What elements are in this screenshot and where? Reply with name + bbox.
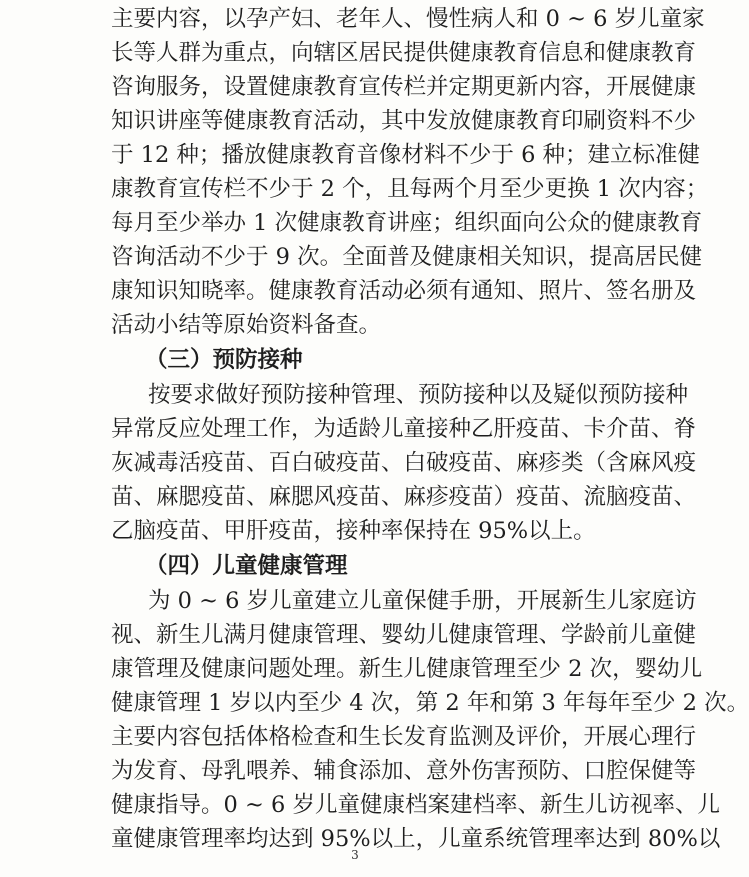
paragraph-line: 咨询服务，设置健康教育宣传栏并定期更新内容，开展健康	[111, 74, 697, 100]
paragraph-line: 健康管理 1 岁以内至少 4 次，第 2 年和第 3 年每年至少 2 次。	[111, 690, 749, 716]
paragraph-line: 主要内容，以孕产妇、老年人、慢性病人和 0 ~ 6 岁儿童家	[111, 6, 705, 32]
paragraph-line: 主要内容包括体格检查和生长发育监测及评价，开展心理行	[111, 724, 697, 750]
paragraph-line: 知识讲座等健康教育活动，其中发放健康教育印刷资料不少	[111, 108, 697, 134]
paragraph-line: 乙脑疫苗、甲肝疫苗，接种率保持在 95%以上。	[111, 518, 596, 544]
paragraph-line: 咨询活动不少于 9 次。全面普及健康相关知识，提高居民健	[111, 244, 703, 270]
paragraph-line: 异常反应处理工作，为适龄儿童接种乙肝疫苗、卡介苗、脊	[111, 416, 697, 442]
section-heading-vaccination: （三）预防接种	[145, 347, 303, 373]
section-heading-child-health: （四）儿童健康管理	[145, 553, 348, 579]
paragraph-line: 灰减毒活疫苗、百白破疫苗、白破疫苗、麻疹类（含麻风疫	[111, 450, 697, 476]
paragraph-line: 于 12 种；播放健康教育音像材料不少于 6 种；建立标准健	[111, 142, 701, 168]
paragraph-line: 为 0 ~ 6 岁儿童建立儿童保健手册，开展新生儿家庭访	[148, 588, 697, 614]
paragraph-line: 为发育、母乳喂养、辅食添加、意外伤害预防、口腔保健等	[111, 758, 697, 784]
paragraph-line: 长等人群为重点，向辖区居民提供健康教育信息和健康教育	[111, 40, 697, 66]
paragraph-line: 每月至少举办 1 次健康教育讲座；组织面向公众的健康教育	[111, 210, 703, 236]
paragraph-line: 按要求做好预防接种管理、预防接种以及疑似预防接种	[148, 382, 689, 408]
paragraph-line: 活动小结等原始资料备查。	[111, 312, 382, 338]
paragraph-line: 健康指导。0 ~ 6 岁儿童健康档案建档率、新生儿访视率、儿	[111, 792, 720, 818]
paragraph-line: 康教育宣传栏不少于 2 个，且每两个月至少更换 1 次内容；	[111, 176, 709, 202]
paragraph-line: 康知识知晓率。健康教育活动必须有通知、照片、签名册及	[111, 278, 697, 304]
page-number: 3	[351, 848, 359, 862]
paragraph-line: 苗、麻腮疫苗、麻腮风疫苗、麻疹疫苗）疫苗、流脑疫苗、	[111, 484, 697, 510]
paragraph-line: 童健康管理率均达到 95%以上，儿童系统管理率达到 80%以	[111, 826, 721, 852]
paragraph-line: 视、新生儿满月健康管理、婴幼儿健康管理、学龄前儿童健	[111, 622, 697, 648]
paragraph-line: 康管理及健康问题处理。新生儿健康管理至少 2 次，婴幼儿	[111, 656, 703, 682]
